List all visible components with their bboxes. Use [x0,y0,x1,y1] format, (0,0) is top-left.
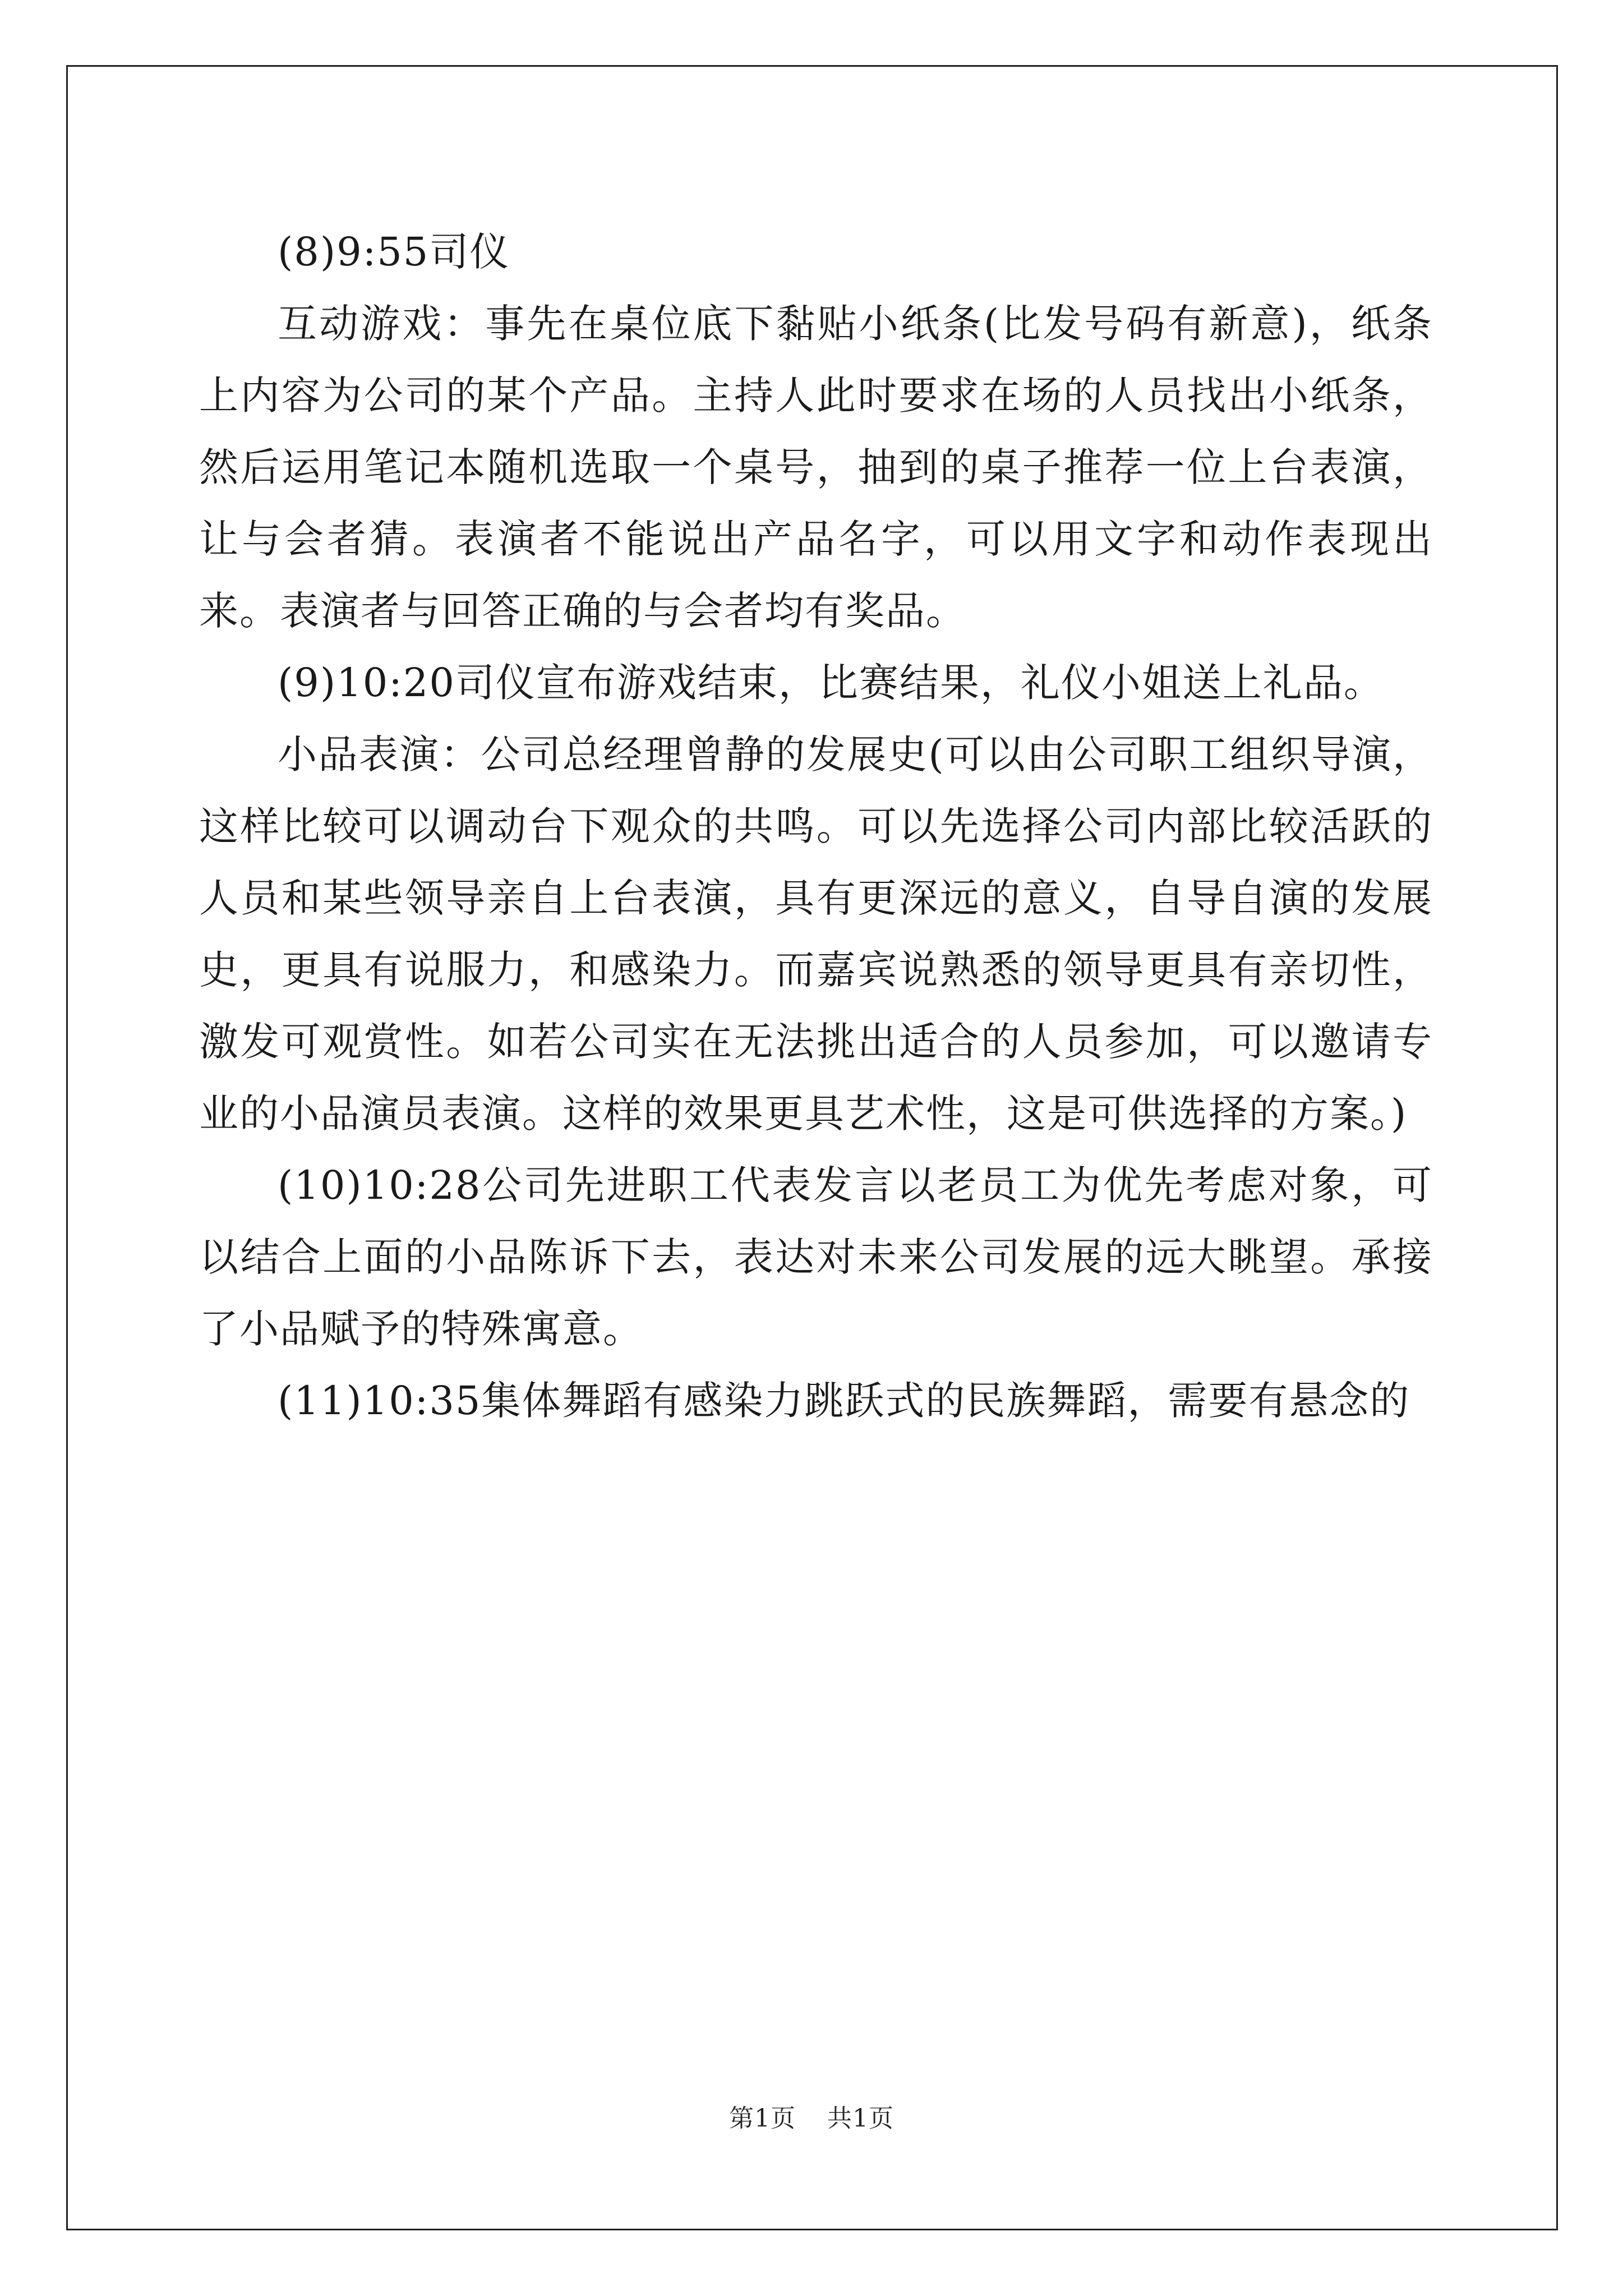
paragraph-skit: 小品表演：公司总经理曾静的发展史(可以由公司职工组织导演，这样比较可以调动台下观众的共鸣。可以先选择公司内部比较活跃的人员和某些领导亲自上台表演，具有更深远的意义，自导自演的发展史，更具有说服力，和感染力。而嘉宾说熟悉的领导更具有亲切性，激发可观赏性。如若公司实在无法挑出适合的人员参加，可以邀请专业的小品演员表演。这样的效果更具艺术性，这是可供选择的方案。) [199,731,1433,1137]
paragraph-game: 互动游戏：事先在桌位底下黏贴小纸条(比发号码有新意)，纸条上内容为公司的某个产品。主持人此时要求在场的人员找出小纸条，然后运用笔记本随机选取一个桌号，抽到的桌子推荐一位上台表演，让与会者猜。表演者不能说出产品名字，可以用文字和动作表现出来。表演者与回答正确的与会者均有奖品。 [199,301,1433,634]
page-number: 第1页 [729,2104,796,2133]
paragraph-9: (9)10:20司仪宣布游戏结束，比赛结果，礼仪小姐送上礼品。 [278,660,1384,706]
page-total: 共1页 [827,2104,894,2133]
paragraph-11: (11)10:35集体舞蹈有感染力跳跃式的民族舞蹈，需要有悬念的 [278,1378,1410,1424]
document-body [199,216,1433,1437]
paragraph-8: (8)9:55司仪 [278,229,510,275]
paragraph-10: (10)10:28公司先进职工代表发言以老员工为优先考虑对象，可以结合上面的小品陈诉下去，表达对未来公司发展的远大眺望。承接了小品赋予的特殊寓意。 [199,1162,1433,1352]
page-footer [0,2098,1623,2134]
